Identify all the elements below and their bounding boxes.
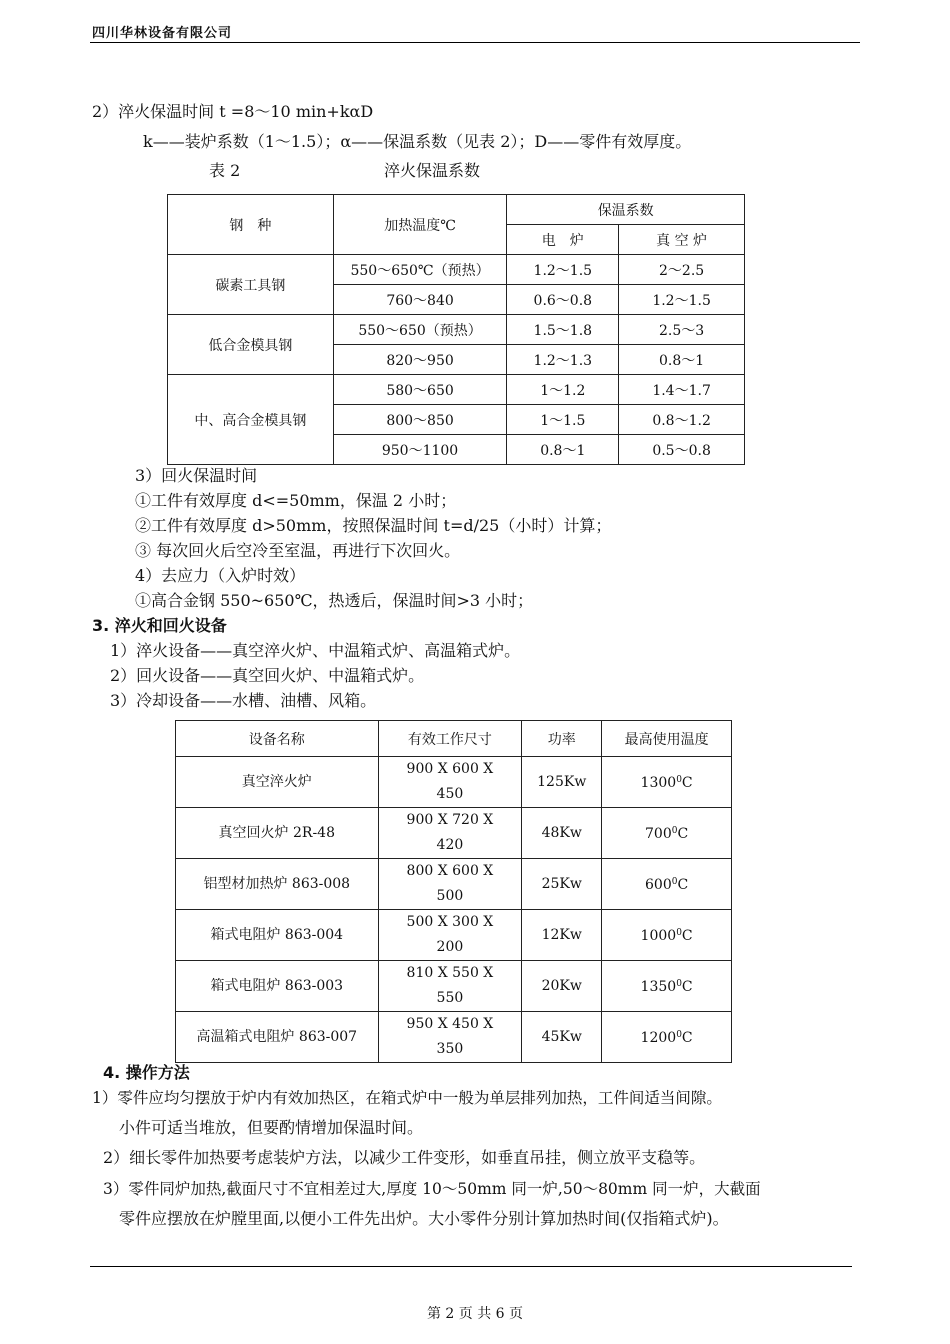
size-cell bbox=[378, 961, 522, 1012]
vacuum-cell: 0.5～0.8 bbox=[619, 435, 745, 465]
temp-cell bbox=[602, 808, 732, 859]
equipment-table bbox=[175, 720, 732, 1063]
col-header-size: 有效工作尺寸 bbox=[378, 721, 522, 757]
size-line-2: 350 bbox=[436, 1041, 464, 1057]
stress-relief-line: ①高合金钢 550~650℃，热透后，保温时间>3 小时； bbox=[135, 591, 534, 610]
tempering-title: 3）回火保温时间 bbox=[135, 466, 258, 485]
temp-cell bbox=[602, 961, 732, 1012]
power-cell: 125Kw bbox=[522, 757, 602, 808]
steel-name: 中、高合金模具钢 bbox=[168, 375, 334, 465]
size-line-1: 500 X 300 X bbox=[406, 914, 494, 930]
footer-divider bbox=[90, 1266, 852, 1267]
temp-value: 1200 bbox=[640, 1030, 677, 1046]
vacuum-cell: 0.8～1.2 bbox=[619, 405, 745, 435]
table-label: 表 2 bbox=[209, 161, 241, 180]
equipment-line-1: 1）淬火设备——真空淬火炉、中温箱式炉、高温箱式炉。 bbox=[110, 641, 521, 660]
temp-unit: C bbox=[677, 877, 689, 893]
equipment-name: 箱式电阻炉 863-003 bbox=[176, 961, 379, 1012]
size-cell bbox=[378, 757, 522, 808]
section-4-heading: 4. 操作方法 bbox=[103, 1063, 190, 1082]
col-header-power: 功率 bbox=[522, 721, 602, 757]
equipment-name: 箱式电阻炉 863-004 bbox=[176, 910, 379, 961]
degree-mark: 0 bbox=[671, 826, 678, 836]
electric-cell: 1～1.2 bbox=[507, 375, 619, 405]
quench-coefficient-table bbox=[167, 194, 745, 465]
tempering-line-2: ②工件有效厚度 d>50mm，按照保温时间 t=d/25（小时）计算； bbox=[135, 516, 612, 535]
temp-cell: 550～650（预热） bbox=[333, 315, 507, 345]
degree-mark: 0 bbox=[676, 979, 682, 989]
power-cell: 12Kw bbox=[522, 910, 602, 961]
table-row bbox=[176, 859, 732, 910]
table-row bbox=[176, 961, 732, 1012]
degree-mark: 0 bbox=[676, 928, 682, 938]
table-row bbox=[176, 1012, 732, 1063]
size-cell bbox=[378, 859, 522, 910]
vacuum-cell: 2.5～3 bbox=[619, 315, 745, 345]
vacuum-cell: 1.4～1.7 bbox=[619, 375, 745, 405]
electric-cell: 1.2～1.5 bbox=[507, 255, 619, 285]
stress-relief-title: 4）去应力（入炉时效） bbox=[135, 566, 306, 585]
tempering-line-1: ①工件有效厚度 d<=50mm，保温 2 小时； bbox=[135, 491, 457, 510]
equipment-name: 真空回火炉 2R-48 bbox=[176, 808, 379, 859]
temp-cell: 760～840 bbox=[333, 285, 507, 315]
temp-unit: C bbox=[681, 979, 693, 995]
table-row bbox=[168, 375, 745, 405]
size-line-2: 200 bbox=[436, 939, 464, 955]
vacuum-cell: 0.8～1 bbox=[619, 345, 745, 375]
size-cell bbox=[378, 808, 522, 859]
temp-value: 1300 bbox=[640, 775, 677, 791]
temp-cell bbox=[602, 1012, 732, 1063]
vacuum-cell: 2～2.5 bbox=[619, 255, 745, 285]
temp-cell: 550～650℃（预热） bbox=[333, 255, 507, 285]
size-line-1: 900 X 600 X bbox=[406, 761, 494, 777]
steel-name: 碳素工具钢 bbox=[168, 255, 334, 315]
electric-cell: 1～1.5 bbox=[507, 405, 619, 435]
header-divider bbox=[90, 42, 860, 43]
degree-mark: 0 bbox=[676, 775, 682, 785]
size-line-2: 420 bbox=[436, 837, 464, 853]
power-cell: 20Kw bbox=[522, 961, 602, 1012]
operation-para-3b: 零件应摆放在炉膛里面,以便小工件先出炉。大小零件分别计算加热时间(仅指箱式炉)。 bbox=[119, 1209, 729, 1228]
equipment-name: 高温箱式电阻炉 863-007 bbox=[176, 1012, 379, 1063]
formula-variables: k——装炉系数（1～1.5）；α——保温系数（见表 2）；D——零件有效厚度。 bbox=[143, 132, 692, 151]
equipment-line-3: 3）冷却设备——水槽、油槽、风箱。 bbox=[110, 691, 377, 710]
electric-cell: 1.2～1.3 bbox=[507, 345, 619, 375]
table-row bbox=[168, 315, 745, 345]
temp-cell: 820～950 bbox=[333, 345, 507, 375]
size-line-2: 450 bbox=[436, 786, 464, 802]
temp-cell bbox=[602, 757, 732, 808]
equipment-name: 真空淬火炉 bbox=[176, 757, 379, 808]
power-cell: 25Kw bbox=[522, 859, 602, 910]
table-row bbox=[176, 757, 732, 808]
degree-mark: 0 bbox=[676, 1030, 682, 1040]
temp-unit: C bbox=[677, 826, 689, 842]
quench-hold-formula: 2）淬火保温时间 t =8～10 min+kαD bbox=[92, 102, 374, 121]
electric-cell: 0.6～0.8 bbox=[507, 285, 619, 315]
table-row bbox=[168, 255, 745, 285]
temp-value: 1000 bbox=[640, 928, 677, 944]
size-cell bbox=[378, 1012, 522, 1063]
table-title: 淬火保温系数 bbox=[384, 161, 481, 180]
operation-para-3a: 3）零件同炉加热,截面尺寸不宜相差过大,厚度 10～50mm 同一炉,50～80mm 同一炉，大截面 bbox=[103, 1180, 761, 1198]
size-line-1: 950 X 450 X bbox=[406, 1016, 494, 1032]
equipment-name: 铝型材加热炉 863-008 bbox=[176, 859, 379, 910]
operation-para-2: 2）细长零件加热要考虑装炉方法，以减少工件变形，如垂直吊挂，侧立放平支稳等。 bbox=[103, 1148, 706, 1167]
size-line-1: 900 X 720 X bbox=[406, 812, 494, 828]
degree-mark: 0 bbox=[671, 877, 678, 887]
col-header-vacuum: 真 空 炉 bbox=[619, 225, 745, 255]
equipment-line-2: 2）回火设备——真空回火炉、中温箱式炉。 bbox=[110, 666, 425, 685]
temp-value: 700 bbox=[645, 826, 672, 842]
col-header-electric: 电 炉 bbox=[507, 225, 619, 255]
power-cell: 48Kw bbox=[522, 808, 602, 859]
table-row bbox=[176, 910, 732, 961]
power-cell: 45Kw bbox=[522, 1012, 602, 1063]
temp-value: 600 bbox=[645, 877, 672, 893]
steel-name: 低合金模具钢 bbox=[168, 315, 334, 375]
electric-cell: 0.8～1 bbox=[507, 435, 619, 465]
col-header-coef: 保温系数 bbox=[507, 195, 745, 225]
size-cell bbox=[378, 910, 522, 961]
temp-value: 1350 bbox=[640, 979, 677, 995]
col-header-temp: 加热温度℃ bbox=[333, 195, 507, 255]
operation-para-1b: 小件可适当堆放，但要酌情增加保温时间。 bbox=[119, 1118, 424, 1137]
col-header-steel: 钢 种 bbox=[168, 195, 334, 255]
vacuum-cell: 1.2～1.5 bbox=[619, 285, 745, 315]
temp-cell bbox=[602, 910, 732, 961]
section-3-heading: 3. 淬火和回火设备 bbox=[92, 616, 227, 635]
temp-unit: C bbox=[681, 928, 693, 944]
temp-cell: 950～1100 bbox=[333, 435, 507, 465]
temp-cell bbox=[602, 859, 732, 910]
page-number: 第 2 页 共 6 页 bbox=[426, 1306, 524, 1322]
temp-cell: 580～650 bbox=[333, 375, 507, 405]
size-line-1: 800 X 600 X bbox=[406, 863, 494, 879]
col-header-name: 设备名称 bbox=[176, 721, 379, 757]
temp-unit: C bbox=[681, 1030, 693, 1046]
tempering-line-3: ③ 每次回火后空冷至室温，再进行下次回火。 bbox=[135, 541, 461, 560]
electric-cell: 1.5～1.8 bbox=[507, 315, 619, 345]
size-line-2: 500 bbox=[436, 888, 464, 904]
table-row bbox=[176, 808, 732, 859]
temp-unit: C bbox=[681, 775, 693, 791]
operation-para-1a: 1）零件应均匀摆放于炉内有效加热区，在箱式炉中一般为单层排列加热，工件间适当间隙。 bbox=[92, 1089, 722, 1107]
col-header-maxtemp: 最高使用温度 bbox=[602, 721, 732, 757]
temp-cell: 800～850 bbox=[333, 405, 507, 435]
company-name: 四川华林设备有限公司 bbox=[92, 26, 233, 41]
size-line-1: 810 X 550 X bbox=[406, 965, 494, 981]
size-line-2: 550 bbox=[436, 990, 464, 1006]
